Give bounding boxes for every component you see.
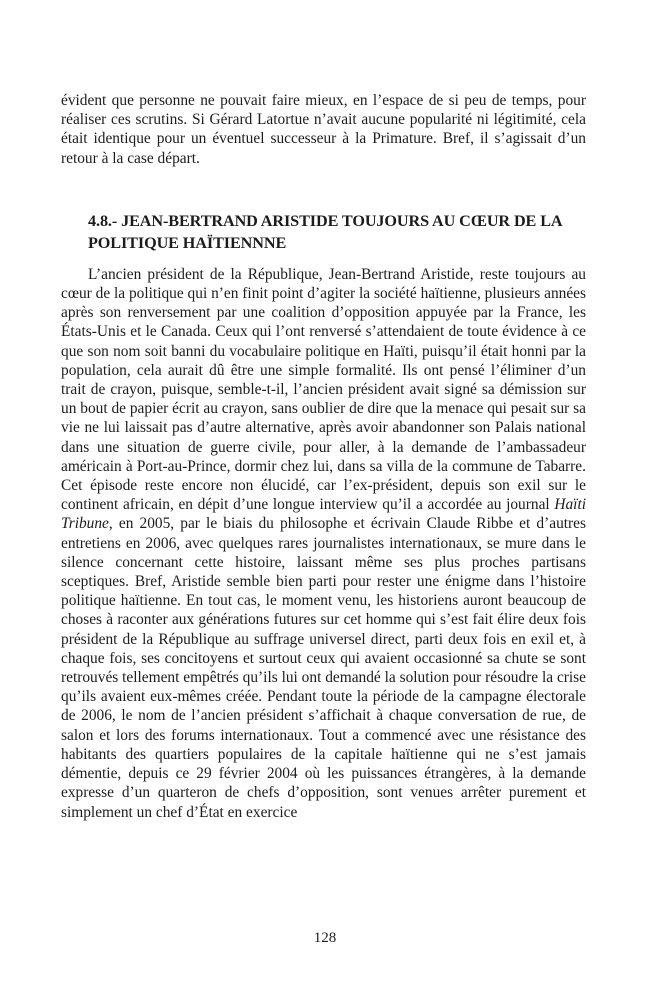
journal-title-italic: Haïti Tribune: [61, 496, 586, 533]
section-heading: 4.8.- JEAN-BERTRAND ARISTIDE TOUJOURS AU CŒUR DE LA POLITIQUE HAÏTIENNNE: [88, 211, 562, 252]
document-page: [61, 91, 586, 822]
paragraph-text-after-italic: , en 2005, par le biais du philosophe et écrivain Claude Ribbe et d’autres entretiens en 2006, avec quelques rares journalistes internationaux, se mure dans le silence concernant cette histoire, laissant même ses plus proches partisans sceptiques. Bref, Aristide semble bien parti pour rester une énigme dans l’histoire politique haïtienne. En tout cas, le moment venu, les historiens auront beaucoup de choses à raconter aux générations futures sur cet homme qui s’est fait élire deux fois président de la République au suffrage universel direct, parti deux fois en exil et, à chaque fois, ses concitoyens et surtout ceux qui avaient occasionné sa chute se sont retrouvés tellement empêtrés qu’ils lui ont demandé la solution pour résoudre la crise qu’ils avaient eux-mêmes créée. Pendant toute la période de la campagne électorale de 2006, le nom de l’ancien président s’affichait à chaque conversation de rue, de salon et lors des forums internationaux. Tout a commencé avec une résistance des habitants des quartiers populaires de la capitale haïtienne qui ne s’est jamais démentie, depuis ce 29 février 2004 où les puissances étrangères, à la demande expresse d’un quarteron de chefs d’opposition, sont venues arrêter purement et simplement un chef d’État en exercice: [61, 515, 586, 821]
page-number: 128: [313, 930, 337, 946]
paragraph-text-before-italic: L’ancien président de la République, Jean-Bertrand Aristide, reste toujours au cœur de la politique qui n’en finit point d’agiter la société haïtienne, plusieurs années après son renversement par une coalition d’opposition appuyée par la France, les États-Unis et le Canada. Ceux qui l’ont renversé s’attendaient de toute évidence à ce que son nom soit banni du vocabulaire politique en Haïti, puisqu’il était honni par la population, cela aurait dû être une simple formalité. Ils ont pensé l’éliminer d’un trait de crayon, puisque, semble-t-il, l’ancien président avait signé sa démission sur un bout de papier écrit au crayon, sans oublier de dire que la menace qui pesait sur sa vie ne lui laissait pas d’autre alternative, après avoir abandonner son Palais national dans une situation de guerre civile, pour aller, à la demande de l’ambassadeur américain à Port-au-Prince, dormir chez lui, dans sa villa de la commune de Tabarre. Cet épisode reste encore non élucidé, car l’ex-président, depuis son exil sur le continent africain, en dépit d’une longue interview qu’il a accordée au journal: [61, 265, 586, 514]
paragraph-continuation: évident que personne ne pouvait faire mieux, en l’espace de si peu de temps, pour réaliser ces scrutins. Si Gérard Latortue n’avait aucune popularité ni légitimité, cela était identique pour un éventuel successeur à la Primature. Bref, il s’agissait d’un retour à la case départ.: [61, 92, 586, 167]
body-paragraph: [61, 265, 586, 822]
